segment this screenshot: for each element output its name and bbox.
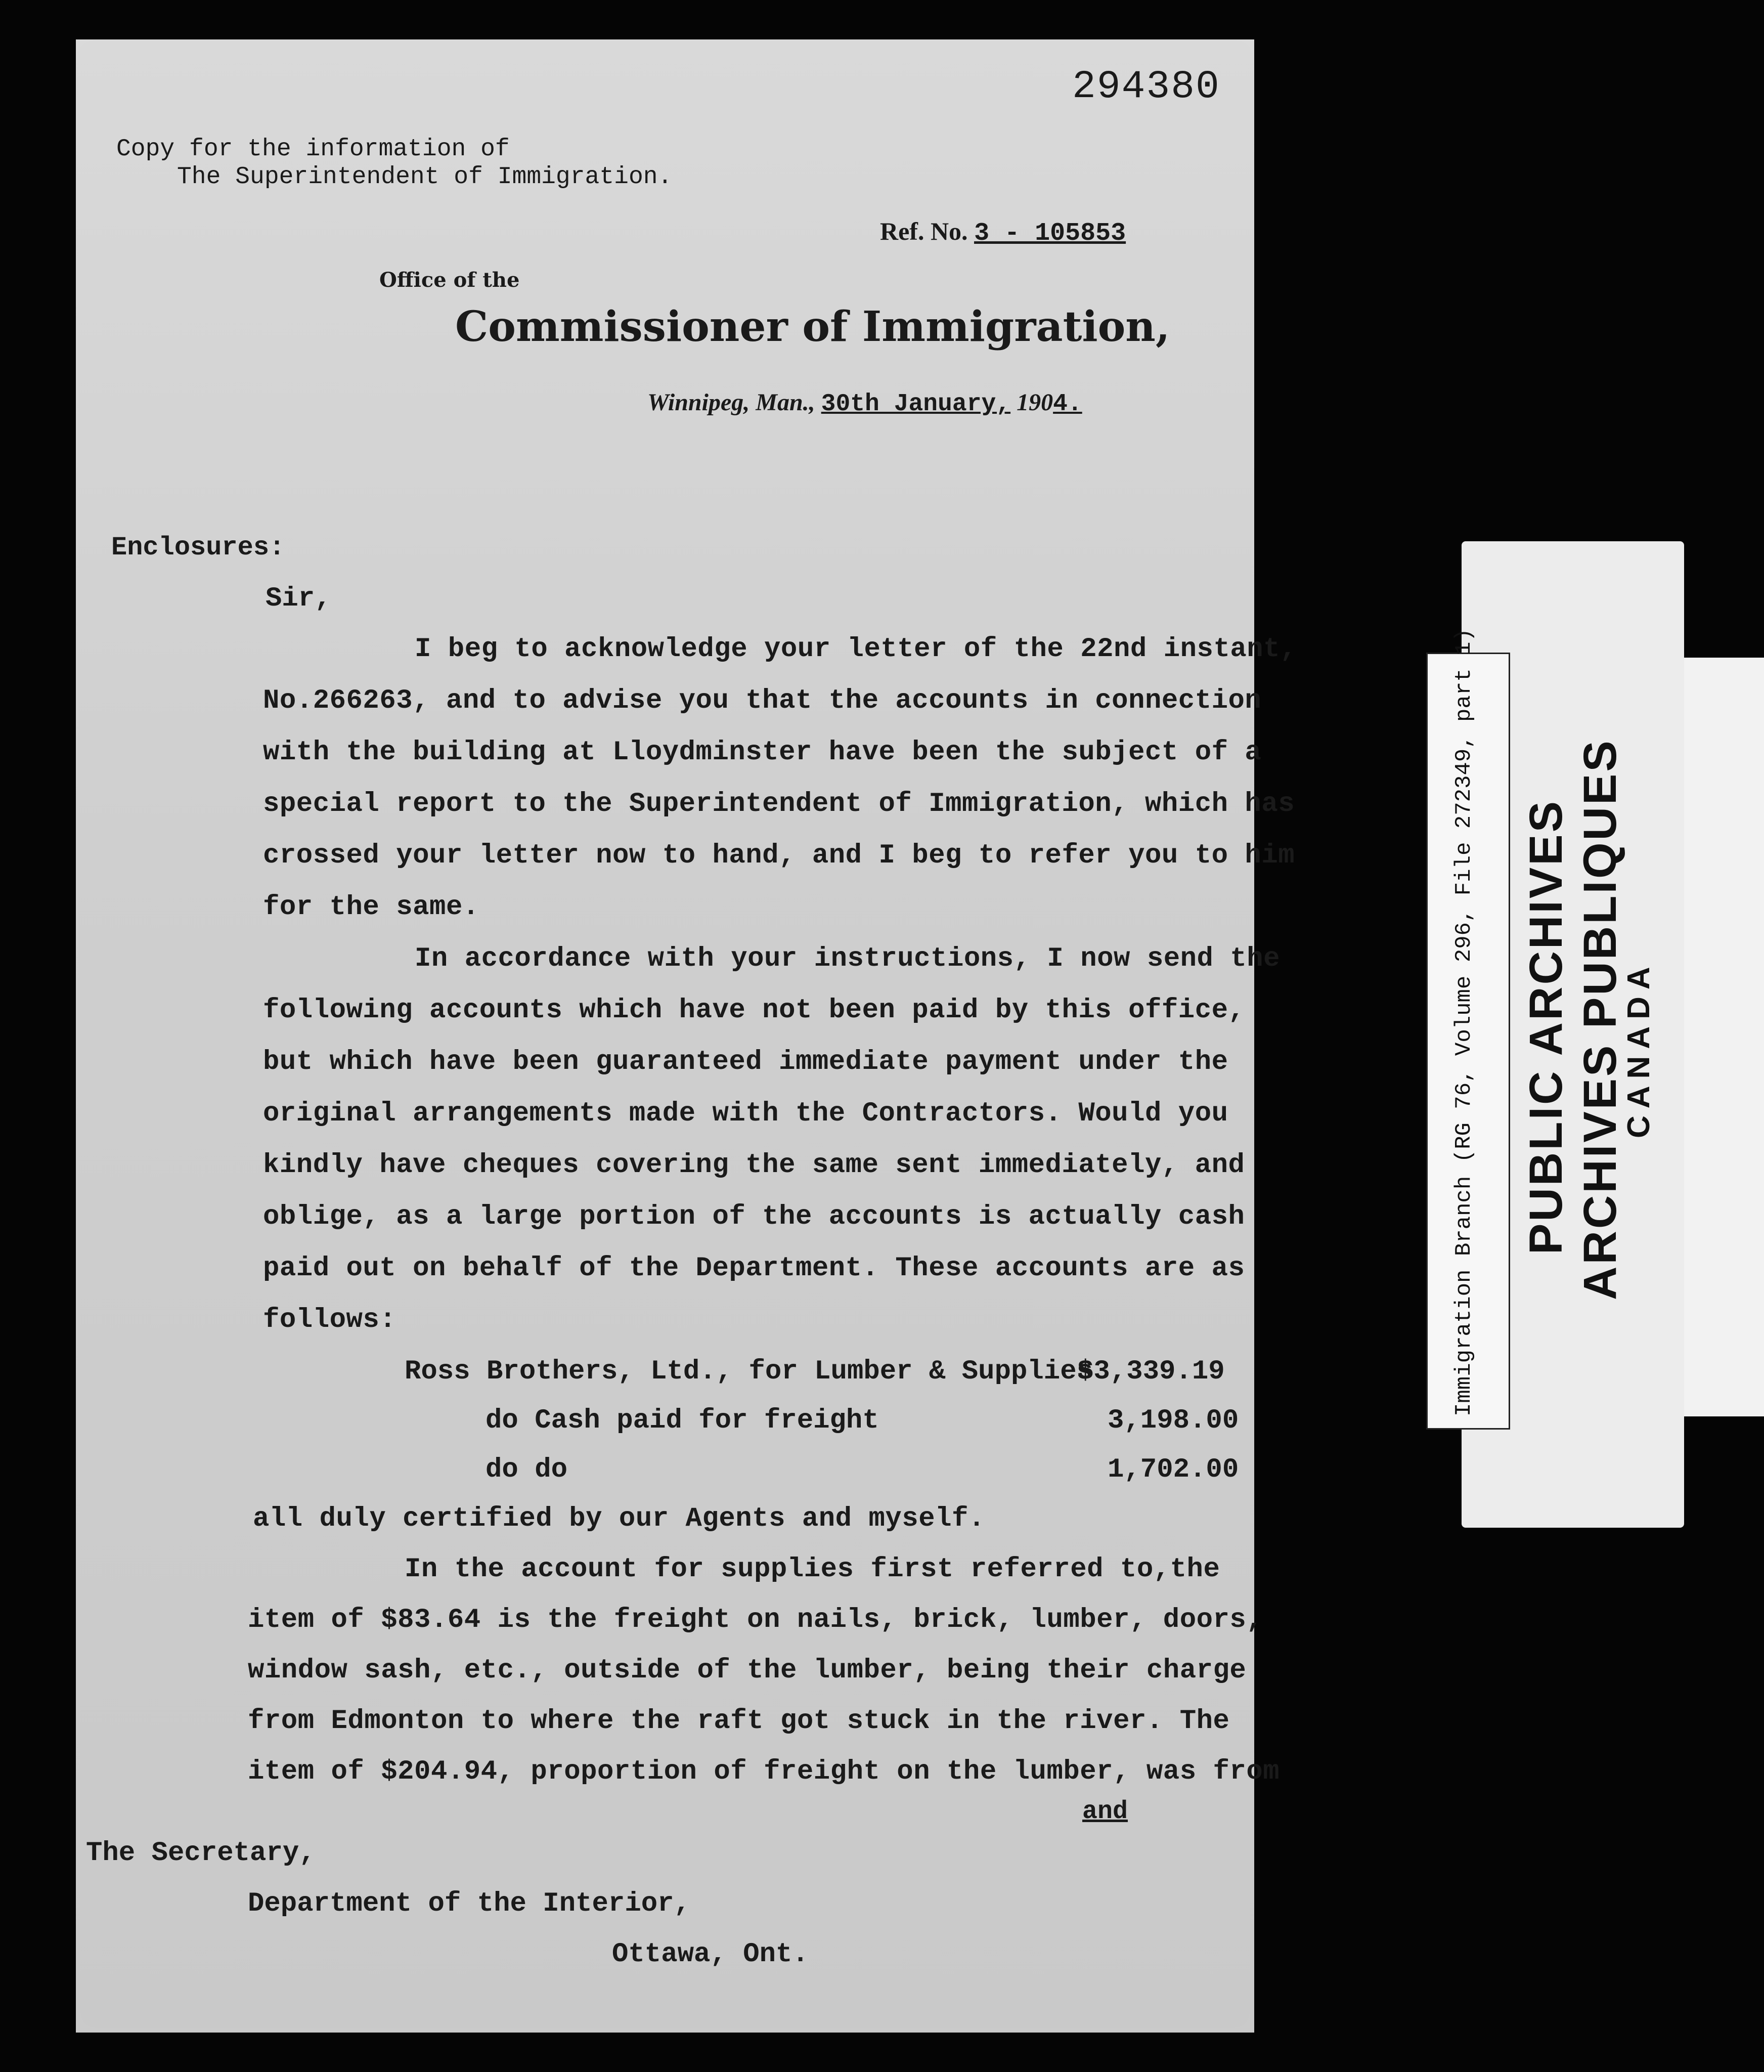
- ref-label: Ref. No.: [880, 217, 968, 245]
- body-line: crossed your letter now to hand, and I beg to refer you to him: [263, 840, 1295, 871]
- letter-page: [76, 39, 1297, 2033]
- account-amount: 1,702.00: [1108, 1454, 1239, 1485]
- enclosures-label: Enclosures:: [111, 533, 285, 563]
- body-line: window sash, etc., outside of the lumber, being their charge: [248, 1655, 1247, 1686]
- addressee-line1: The Secretary,: [86, 1838, 316, 1869]
- body-line: but which have been guaranteed immediate payment under the: [263, 1047, 1228, 1077]
- date-year-prefix: 190: [1017, 389, 1053, 416]
- body-line: item of $83.64 is the freight on nails, brick, lumber, doors,: [248, 1605, 1263, 1635]
- reference-number: [880, 217, 1126, 248]
- date-year-suffix: 4.: [1053, 391, 1082, 418]
- salutation: Sir,: [266, 583, 331, 614]
- body-line: original arrangements made with the Contractors. Would you: [263, 1098, 1228, 1129]
- addressee-line3: Ottawa, Ont.: [612, 1939, 809, 1970]
- archive-stamp-line2: ARCHIVES PUBLIQUES: [1574, 739, 1626, 1300]
- body-line: with the building at Lloydminster have been the subject of a: [263, 737, 1262, 768]
- ref-number-value: 3 - 105853: [974, 219, 1126, 248]
- body-line: In accordance with your instructions, I now send the: [415, 943, 1281, 974]
- body-line: I beg to acknowledge your letter of the 22nd instant,: [415, 634, 1297, 665]
- body-line: all duly certified by our Agents and myself.: [253, 1503, 985, 1534]
- account-label: Ross Brothers, Ltd., for Lumber & Supplies: [405, 1356, 1093, 1387]
- letterhead-title: Commissioner of Immigration,: [455, 303, 1170, 351]
- date-value: 30th January,: [821, 391, 1011, 418]
- copy-note-line2: The Superintendent of Immigration.: [177, 163, 673, 191]
- body-line: kindly have cheques covering the same sent immediately, and: [263, 1150, 1245, 1181]
- account-amount: 3,198.00: [1108, 1405, 1239, 1436]
- addressee-line2: Department of the Interior,: [248, 1888, 690, 1919]
- continuation-word: and: [1082, 1797, 1128, 1826]
- body-line: special report to the Superintendent of Immigration, which has: [263, 789, 1295, 819]
- archive-tag-edge: [1684, 658, 1764, 1416]
- office-label: Office of the: [379, 268, 520, 292]
- body-line: item of $204.94, proportion of freight on the lumber, was from: [248, 1756, 1280, 1787]
- archive-label-text: Immigration Branch (RG 76, Volume 296, File 272349, part 1): [1451, 628, 1477, 1416]
- copy-note-line1: Copy for the information of: [116, 136, 510, 163]
- account-label: do do: [486, 1454, 568, 1485]
- body-line: follows:: [263, 1305, 396, 1335]
- body-line: oblige, as a large portion of the accounts is actually cash: [263, 1201, 1245, 1232]
- body-line: from Edmonton to where the raft got stuck in the river. The: [248, 1706, 1230, 1737]
- body-line: for the same.: [263, 892, 479, 923]
- account-label: do Cash paid for freight: [486, 1405, 879, 1436]
- dateline: [647, 388, 1082, 418]
- body-line: following accounts which have not been paid by this office,: [263, 995, 1245, 1026]
- body-line: paid out on behalf of the Department. These accounts are as: [263, 1253, 1245, 1284]
- archive-stamp-line1: PUBLIC ARCHIVES: [1520, 799, 1572, 1255]
- archive-stamp-line3: CANADA: [1621, 960, 1656, 1138]
- body-line: In the account for supplies first referred to,the: [405, 1554, 1220, 1585]
- date-place: Winnipeg, Man.,: [647, 389, 815, 416]
- body-line: No.266263, and to advise you that the accounts in connection: [263, 685, 1262, 716]
- account-amount: $3,339.19: [1077, 1356, 1225, 1387]
- file-number: 294380: [1072, 65, 1220, 109]
